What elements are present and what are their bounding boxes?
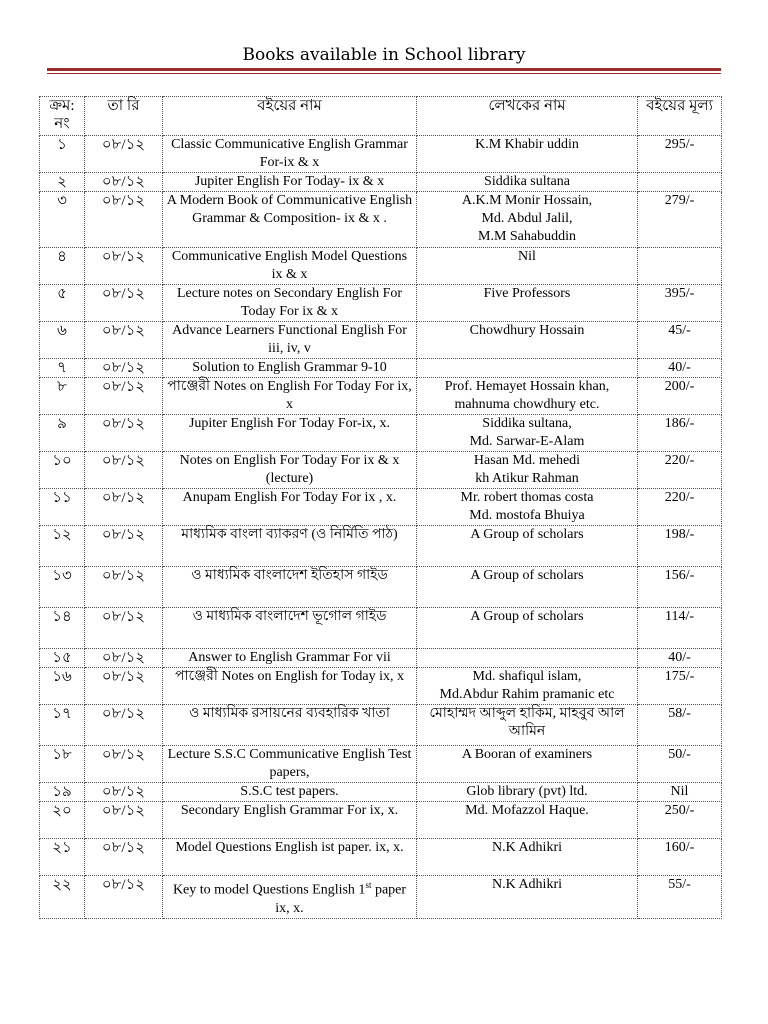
book-name-cell: পাঞ্জেরী Notes on English For Today For ix, x — [163, 378, 417, 415]
serial-cell: ১০ — [40, 452, 85, 489]
price-cell: 160/- — [638, 839, 722, 876]
serial-cell: ১৭ — [40, 705, 85, 746]
author-cell: Nil — [417, 248, 638, 285]
date-cell: ০৮/১২ — [85, 173, 163, 192]
price-cell: 58/- — [638, 705, 722, 746]
author-line: Md. Sarwar-E-Alam — [469, 434, 585, 449]
book-name-text-tail: paper ix, x. — [275, 882, 407, 916]
price-cell: 220/- — [638, 452, 722, 489]
serial-cell: ৮ — [40, 378, 85, 415]
author-cell: Md. Mofazzol Haque. — [417, 802, 638, 839]
date-cell: ০৮/১২ — [85, 567, 163, 608]
serial-cell: ১৯ — [40, 783, 85, 802]
author-cell: Glob library (pvt) ltd. — [417, 783, 638, 802]
price-cell — [638, 248, 722, 285]
table-row — [40, 608, 722, 649]
price-cell: 220/- — [638, 489, 722, 526]
table-row — [40, 567, 722, 608]
header-book-name: বইয়ের নাম — [163, 97, 417, 136]
table-row — [40, 649, 722, 668]
book-name-cell: পাঞ্জেরী Notes on English for Today ix, x — [163, 668, 417, 705]
book-name-cell: Anupam English For Today For ix , x. — [163, 489, 417, 526]
author-cell — [417, 378, 638, 415]
price-cell: 175/- — [638, 668, 722, 705]
book-name-cell: Model Questions English ist paper. ix, x. — [163, 839, 417, 876]
date-cell: ০৮/১২ — [85, 359, 163, 378]
date-cell: ০৮/১২ — [85, 705, 163, 746]
date-cell: ০৮/১২ — [85, 668, 163, 705]
author-line: M.M Sahabuddin — [478, 229, 576, 244]
book-name-cell: Lecture notes on Secondary English For Today For ix & x — [163, 285, 417, 322]
table-row — [40, 839, 722, 876]
author-cell — [417, 452, 638, 489]
author-cell: N.K Adhikri — [417, 876, 638, 919]
serial-cell: ৯ — [40, 415, 85, 452]
header-book-price: বইয়ের মূল্য — [638, 97, 722, 136]
price-cell: 45/- — [638, 322, 722, 359]
date-cell: ০৮/১২ — [85, 489, 163, 526]
date-cell: ০৮/১২ — [85, 415, 163, 452]
author-cell — [417, 415, 638, 452]
price-cell: Nil — [638, 783, 722, 802]
date-cell: ০৮/১২ — [85, 452, 163, 489]
table-row — [40, 876, 722, 919]
table-row — [40, 415, 722, 452]
author-cell: A Group of scholars — [417, 608, 638, 649]
author-line: Siddika sultana, — [482, 416, 572, 431]
author-cell: A Group of scholars — [417, 526, 638, 567]
date-cell: ০৮/১২ — [85, 649, 163, 668]
price-cell: 114/- — [638, 608, 722, 649]
author-line: mahnuma chowdhury etc. — [454, 397, 600, 412]
author-cell: Chowdhury Hossain — [417, 322, 638, 359]
author-cell: Five Professors — [417, 285, 638, 322]
table-header-row — [40, 97, 722, 136]
serial-cell: ১৮ — [40, 746, 85, 783]
book-name-cell: Secondary English Grammar For ix, x. — [163, 802, 417, 839]
price-cell: 40/- — [638, 359, 722, 378]
author-cell: N.K Adhikri — [417, 839, 638, 876]
title-rule-thick — [47, 68, 721, 71]
price-cell: 50/- — [638, 746, 722, 783]
date-cell: ০৮/১২ — [85, 783, 163, 802]
book-name-cell: Lecture S.S.C Communicative English Test papers, — [163, 746, 417, 783]
table-row — [40, 705, 722, 746]
date-cell: ০৮/১২ — [85, 248, 163, 285]
table-row — [40, 136, 722, 173]
book-name-text: Key to model Questions English 1 — [172, 882, 366, 898]
price-cell: 250/- — [638, 802, 722, 839]
serial-cell: ৪ — [40, 248, 85, 285]
price-cell: 200/- — [638, 378, 722, 415]
price-cell: 198/- — [638, 526, 722, 567]
price-cell: 40/- — [638, 649, 722, 668]
author-cell — [417, 649, 638, 668]
date-cell: ০৮/১২ — [85, 136, 163, 173]
book-name-cell: Solution to English Grammar 9-10 — [163, 359, 417, 378]
date-cell: ০৮/১২ — [85, 378, 163, 415]
date-cell: ০৮/১২ — [85, 876, 163, 919]
book-name-cell: S.S.C test papers. — [163, 783, 417, 802]
serial-cell: ৬ — [40, 322, 85, 359]
book-name-cell: ও মাধ্যমিক বাংলাদেশ ভূগোল গাইড — [163, 608, 417, 649]
author-line: Md. Abdul Jalil, — [481, 211, 573, 226]
author-cell — [417, 668, 638, 705]
date-cell: ০৮/১২ — [85, 746, 163, 783]
author-cell — [417, 359, 638, 378]
serial-cell: ১৫ — [40, 649, 85, 668]
book-name-cell: Advance Learners Functional English For iii, iv, v — [163, 322, 417, 359]
table-row — [40, 359, 722, 378]
author-line: A.K.M Monir Hossain, — [461, 193, 593, 208]
book-name-cell: Jupiter English For Today- ix & x — [163, 173, 417, 192]
price-cell: 186/- — [638, 415, 722, 452]
author-cell: K.M Khabir uddin — [417, 136, 638, 173]
author-line: Mr. robert thomas costa — [460, 490, 594, 505]
author-line: Hasan Md. mehedi — [473, 453, 581, 468]
price-cell: 295/- — [638, 136, 722, 173]
author-cell: A Group of scholars — [417, 567, 638, 608]
table-row — [40, 192, 722, 248]
book-name-cell: Answer to English Grammar For vii — [163, 649, 417, 668]
book-name-cell: ও মাধ্যমিক রসায়নের ব্যবহারিক খাতা — [163, 705, 417, 746]
book-name-cell: A Modern Book of Communicative English Grammar & Composition- ix & x . — [163, 192, 417, 248]
books-table — [39, 96, 722, 919]
author-line: Md.Abdur Rahim pramanic etc — [439, 687, 615, 702]
table-row — [40, 746, 722, 783]
author-cell — [417, 489, 638, 526]
date-cell: ০৮/১২ — [85, 192, 163, 248]
serial-cell: ১৪ — [40, 608, 85, 649]
table-row — [40, 285, 722, 322]
author-cell: Siddika sultana — [417, 173, 638, 192]
serial-cell: ১৩ — [40, 567, 85, 608]
serial-cell: ২০ — [40, 802, 85, 839]
book-name-cell — [163, 876, 417, 919]
serial-cell: ২১ — [40, 839, 85, 876]
serial-cell: ৩ — [40, 192, 85, 248]
serial-cell: ৫ — [40, 285, 85, 322]
table-row — [40, 248, 722, 285]
date-cell: ০৮/১২ — [85, 322, 163, 359]
header-author-name: লেখকের নাম — [417, 97, 638, 136]
author-cell: A Booran of examiners — [417, 746, 638, 783]
author-cell — [417, 192, 638, 248]
book-name-cell: ও মাধ্যমিক বাংলাদেশ ইতিহাস গাইড — [163, 567, 417, 608]
book-name-cell: Notes on English For Today For ix & x (lecture) — [163, 452, 417, 489]
author-line: Md. shafiqul islam, — [472, 669, 582, 684]
date-cell: ০৮/১২ — [85, 285, 163, 322]
table-row — [40, 322, 722, 359]
table-row — [40, 802, 722, 839]
serial-cell: ১৬ — [40, 668, 85, 705]
date-cell: ০৮/১২ — [85, 802, 163, 839]
table-row — [40, 668, 722, 705]
book-name-cell: Classic Communicative English Grammar For-ix & x — [163, 136, 417, 173]
table-row — [40, 452, 722, 489]
price-cell: 395/- — [638, 285, 722, 322]
serial-cell: ২২ — [40, 876, 85, 919]
date-cell: ০৮/১২ — [85, 526, 163, 567]
books-table-body — [40, 136, 722, 919]
header-date: তা রি — [85, 97, 163, 136]
book-name-superscript: st — [365, 880, 372, 890]
table-row — [40, 173, 722, 192]
title-rule-thin — [47, 73, 721, 74]
serial-cell: ২ — [40, 173, 85, 192]
serial-cell: ১ — [40, 136, 85, 173]
serial-cell: ১২ — [40, 526, 85, 567]
author-cell: মোহাম্মদ আব্দুল হাকিম, মাহবুব আল আমিন — [417, 705, 638, 746]
date-cell: ০৮/১২ — [85, 608, 163, 649]
price-cell: 55/- — [638, 876, 722, 919]
author-line: kh Atikur Rahman — [475, 471, 579, 486]
book-name-cell: মাধ্যমিক বাংলা ব্যাকরণ (ও নির্মিতি পাঠ) — [163, 526, 417, 567]
header-serial-no: ক্রম: নং — [40, 97, 85, 136]
table-row — [40, 526, 722, 567]
table-row — [40, 489, 722, 526]
book-name-cell: Jupiter English For Today For-ix, x. — [163, 415, 417, 452]
price-cell: 156/- — [638, 567, 722, 608]
book-name-cell: Communicative English Model Questions ix & x — [163, 248, 417, 285]
price-cell — [638, 173, 722, 192]
author-line: Prof. Hemayet Hossain khan, — [444, 379, 610, 394]
table-row — [40, 783, 722, 802]
price-cell: 279/- — [638, 192, 722, 248]
author-line: Md. mostofa Bhuiya — [469, 508, 585, 523]
serial-cell: ৭ — [40, 359, 85, 378]
date-cell: ০৮/১২ — [85, 839, 163, 876]
serial-cell: ১১ — [40, 489, 85, 526]
page-title: Books available in School library — [242, 45, 526, 65]
table-row — [40, 378, 722, 415]
